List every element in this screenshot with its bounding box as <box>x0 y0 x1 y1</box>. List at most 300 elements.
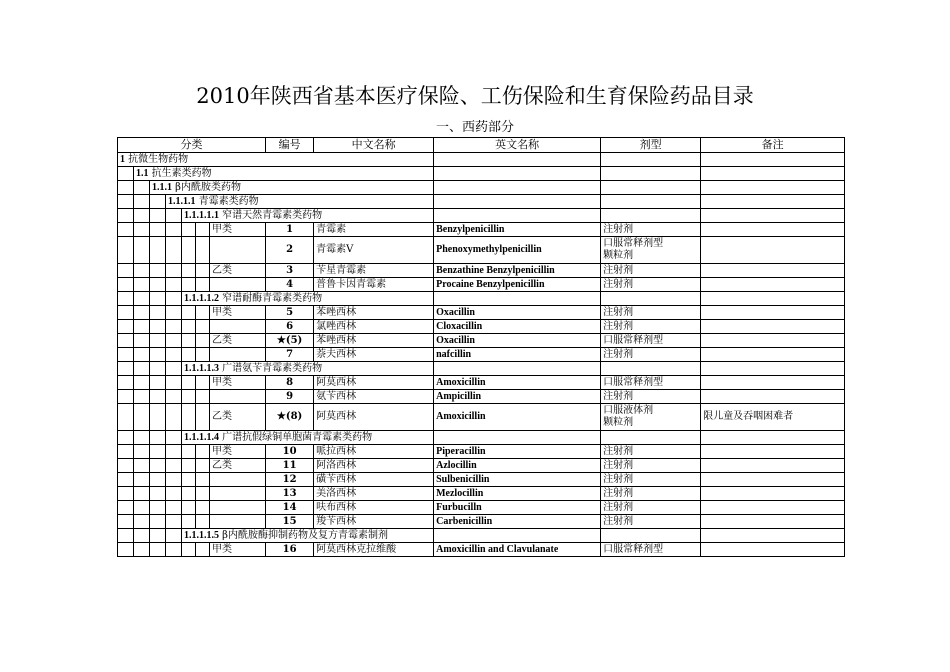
drug-cn-name: 阿莫西林 <box>314 404 434 431</box>
drug-note <box>701 445 845 459</box>
drug-cn-name: 阿莫西林克拉维酸 <box>314 543 434 557</box>
drug-note <box>701 223 845 237</box>
indent-cell <box>166 348 182 362</box>
empty-cell <box>434 167 601 181</box>
indent-cell <box>118 431 134 445</box>
indent-cell <box>182 543 196 557</box>
drug-note <box>701 501 845 515</box>
table-header-row <box>118 138 845 153</box>
drug-class <box>210 473 266 487</box>
drug-class <box>210 487 266 501</box>
category-heading <box>182 431 434 445</box>
indent-cell <box>150 543 166 557</box>
drug-form: 注射剂 <box>601 515 701 529</box>
empty-cell <box>434 529 601 543</box>
indent-cell <box>166 223 182 237</box>
indent-cell <box>196 348 210 362</box>
indent-cell <box>150 487 166 501</box>
drug-number: ★(5) <box>266 334 314 348</box>
drug-class <box>210 348 266 362</box>
drug-en-name: Azlocillin <box>434 459 601 473</box>
drug-form: 注射剂 <box>601 320 701 334</box>
indent-cell <box>150 237 166 264</box>
drug-row <box>118 223 845 237</box>
drug-class: 乙类 <box>210 459 266 473</box>
drug-note <box>701 459 845 473</box>
indent-cell <box>118 292 134 306</box>
indent-cell <box>150 376 166 390</box>
drug-class: 甲类 <box>210 306 266 320</box>
empty-cell <box>434 362 601 376</box>
drug-note <box>701 306 845 320</box>
drug-form: 口服常释剂型 <box>601 376 701 390</box>
indent-cell <box>150 390 166 404</box>
drug-number: 4 <box>266 278 314 292</box>
indent-cell <box>134 404 150 431</box>
indent-cell <box>150 278 166 292</box>
heading-code: 1 <box>120 153 125 165</box>
indent-cell <box>150 515 166 529</box>
drug-form: 注射剂 <box>601 264 701 278</box>
drug-number: 8 <box>266 376 314 390</box>
indent-cell <box>166 390 182 404</box>
empty-cell <box>701 153 845 167</box>
indent-cell <box>196 501 210 515</box>
indent-cell <box>150 195 166 209</box>
drug-cn-name: 氨苄西林 <box>314 390 434 404</box>
empty-cell <box>701 181 845 195</box>
category-heading <box>182 209 434 223</box>
indent-cell <box>118 501 134 515</box>
indent-cell <box>166 404 182 431</box>
indent-cell <box>118 264 134 278</box>
indent-cell <box>150 459 166 473</box>
indent-cell <box>182 473 196 487</box>
indent-cell <box>150 306 166 320</box>
indent-cell <box>182 278 196 292</box>
indent-cell <box>118 278 134 292</box>
indent-cell <box>182 334 196 348</box>
drug-cn-name: 青霉素 <box>314 223 434 237</box>
heading-code: 1.1.1.1.4 <box>184 431 219 443</box>
category-heading-row <box>118 153 845 167</box>
empty-cell <box>701 292 845 306</box>
drug-note <box>701 515 845 529</box>
indent-cell <box>134 181 150 195</box>
indent-cell <box>118 334 134 348</box>
indent-cell <box>196 404 210 431</box>
drug-cn-name: 羧苄西林 <box>314 515 434 529</box>
indent-cell <box>196 487 210 501</box>
empty-cell <box>701 362 845 376</box>
drug-form: 注射剂 <box>601 348 701 362</box>
drug-class <box>210 501 266 515</box>
heading-text: 抗微生物药物 <box>125 153 189 165</box>
drug-row <box>118 278 845 292</box>
indent-cell <box>182 501 196 515</box>
indent-cell <box>196 320 210 334</box>
category-heading <box>182 529 434 543</box>
drug-class: 甲类 <box>210 543 266 557</box>
header-cn-name: 中文名称 <box>314 138 434 153</box>
header-number: 编号 <box>266 138 314 153</box>
drug-form: 口服常释剂型 <box>601 543 701 557</box>
indent-cell <box>134 362 150 376</box>
indent-cell <box>166 445 182 459</box>
indent-cell <box>196 264 210 278</box>
drug-en-name: Amoxicillin <box>434 404 601 431</box>
drug-row <box>118 306 845 320</box>
drug-form: 注射剂 <box>601 278 701 292</box>
indent-cell <box>134 543 150 557</box>
document-title: 2010年陕西省基本医疗保险、工伤保险和生育保险药品目录 <box>196 84 754 108</box>
drug-class <box>210 320 266 334</box>
indent-cell <box>196 390 210 404</box>
drug-number: 12 <box>266 473 314 487</box>
indent-cell <box>134 264 150 278</box>
drug-number: 5 <box>266 306 314 320</box>
empty-cell <box>601 431 701 445</box>
drug-note <box>701 390 845 404</box>
indent-cell <box>150 209 166 223</box>
indent-cell <box>182 237 196 264</box>
category-heading <box>134 167 434 181</box>
indent-cell <box>166 278 182 292</box>
indent-cell <box>118 473 134 487</box>
indent-cell <box>166 543 182 557</box>
indent-cell <box>196 376 210 390</box>
indent-cell <box>118 543 134 557</box>
drug-row <box>118 320 845 334</box>
drug-note <box>701 376 845 390</box>
heading-text: 窄谱耐酶青霉素类药物 <box>219 292 323 304</box>
category-heading <box>150 181 434 195</box>
indent-cell <box>134 320 150 334</box>
header-category: 分类 <box>118 138 266 153</box>
indent-cell <box>166 237 182 264</box>
drug-number: ★(8) <box>266 404 314 431</box>
indent-cell <box>134 348 150 362</box>
indent-cell <box>118 487 134 501</box>
indent-cell <box>166 501 182 515</box>
drug-row <box>118 445 845 459</box>
drug-cn-name: 苄星青霉素 <box>314 264 434 278</box>
indent-cell <box>118 529 134 543</box>
empty-cell <box>701 431 845 445</box>
indent-cell <box>166 292 182 306</box>
indent-cell <box>134 278 150 292</box>
indent-cell <box>118 376 134 390</box>
indent-cell <box>134 292 150 306</box>
indent-cell <box>182 404 196 431</box>
drug-form: 口服常释剂型 <box>601 334 701 348</box>
drug-form: 注射剂 <box>601 487 701 501</box>
drug-row <box>118 348 845 362</box>
header-note: 备注 <box>701 138 845 153</box>
drug-row <box>118 459 845 473</box>
drug-form: 注射剂 <box>601 459 701 473</box>
indent-cell <box>166 529 182 543</box>
indent-cell <box>150 264 166 278</box>
drug-en-name: Mezlocillin <box>434 487 601 501</box>
empty-cell <box>601 167 701 181</box>
drug-cn-name: 苯唑西林 <box>314 306 434 320</box>
empty-cell <box>601 153 701 167</box>
indent-cell <box>134 459 150 473</box>
indent-cell <box>150 362 166 376</box>
heading-code: 1.1.1.1.3 <box>184 362 219 374</box>
drug-en-name: Sulbenicillin <box>434 473 601 487</box>
drug-cn-name: 美洛西林 <box>314 487 434 501</box>
heading-code: 1.1.1.1 <box>168 195 196 207</box>
heading-code: 1.1.1 <box>152 181 172 193</box>
drug-en-name: Amoxicillin <box>434 376 601 390</box>
indent-cell <box>134 195 150 209</box>
category-heading <box>182 362 434 376</box>
indent-cell <box>150 320 166 334</box>
table-body <box>118 153 845 557</box>
empty-cell <box>601 209 701 223</box>
drug-note <box>701 264 845 278</box>
drug-en-name: Amoxicillin and Clavulanate <box>434 543 601 557</box>
drug-row <box>118 376 845 390</box>
indent-cell <box>150 223 166 237</box>
drug-note <box>701 334 845 348</box>
drug-class <box>210 515 266 529</box>
category-heading <box>166 195 434 209</box>
indent-cell <box>166 264 182 278</box>
indent-cell <box>134 390 150 404</box>
drug-cn-name: 萘夫西林 <box>314 348 434 362</box>
drug-note <box>701 473 845 487</box>
indent-cell <box>196 306 210 320</box>
drug-note <box>701 320 845 334</box>
empty-cell <box>601 181 701 195</box>
category-heading-row <box>118 292 845 306</box>
indent-cell <box>150 445 166 459</box>
category-heading-row <box>118 209 845 223</box>
indent-cell <box>196 334 210 348</box>
drug-catalog-table <box>117 137 845 557</box>
drug-form: 注射剂 <box>601 501 701 515</box>
indent-cell <box>196 515 210 529</box>
drug-number: 13 <box>266 487 314 501</box>
indent-cell <box>182 515 196 529</box>
indent-cell <box>118 362 134 376</box>
drug-class: 乙类 <box>210 404 266 431</box>
indent-cell <box>150 292 166 306</box>
indent-cell <box>118 167 134 181</box>
indent-cell <box>118 404 134 431</box>
drug-class <box>210 278 266 292</box>
header-form: 剂型 <box>601 138 701 153</box>
drug-cn-name: 阿洛西林 <box>314 459 434 473</box>
indent-cell <box>196 543 210 557</box>
indent-cell <box>134 306 150 320</box>
drug-cn-name: 普鲁卡因青霉素 <box>314 278 434 292</box>
indent-cell <box>196 278 210 292</box>
drug-cn-name: 呋布西林 <box>314 501 434 515</box>
drug-cn-name: 苯唑西林 <box>314 334 434 348</box>
drug-number: 1 <box>266 223 314 237</box>
drug-note <box>701 543 845 557</box>
indent-cell <box>134 223 150 237</box>
drug-note <box>701 237 845 264</box>
heading-code: 1.1.1.1.1 <box>184 209 219 221</box>
drug-form: 注射剂 <box>601 473 701 487</box>
indent-cell <box>166 487 182 501</box>
indent-cell <box>166 376 182 390</box>
indent-cell <box>166 459 182 473</box>
indent-cell <box>150 473 166 487</box>
drug-number: 7 <box>266 348 314 362</box>
empty-cell <box>701 209 845 223</box>
drug-form: 口服液体剂 颗粒剂 <box>601 404 701 431</box>
heading-code: 1.1.1.1.2 <box>184 292 219 304</box>
drug-class: 甲类 <box>210 223 266 237</box>
heading-text: β内酰胺类药物 <box>172 181 241 193</box>
heading-code: 1.1.1.1.5 <box>184 529 219 541</box>
drug-note <box>701 348 845 362</box>
drug-en-name: Procaine Benzylpenicillin <box>434 278 601 292</box>
drug-note: 限儿童及吞咽困难者 <box>701 404 845 431</box>
drug-class: 乙类 <box>210 334 266 348</box>
indent-cell <box>134 515 150 529</box>
drug-form: 注射剂 <box>601 390 701 404</box>
header-en-name: 英文名称 <box>434 138 601 153</box>
indent-cell <box>150 348 166 362</box>
indent-cell <box>182 459 196 473</box>
empty-cell <box>601 529 701 543</box>
heading-text: β内酰胺酶抑制药物及复方青霉素制剂 <box>219 529 388 541</box>
category-heading-row <box>118 167 845 181</box>
indent-cell <box>118 306 134 320</box>
empty-cell <box>601 195 701 209</box>
drug-row <box>118 487 845 501</box>
indent-cell <box>182 264 196 278</box>
drug-cn-name: 青霉素V <box>314 237 434 264</box>
drug-note <box>701 278 845 292</box>
drug-class: 乙类 <box>210 264 266 278</box>
indent-cell <box>134 237 150 264</box>
indent-cell <box>166 515 182 529</box>
indent-cell <box>182 320 196 334</box>
indent-cell <box>166 320 182 334</box>
category-heading-row <box>118 181 845 195</box>
indent-cell <box>196 237 210 264</box>
empty-cell <box>434 209 601 223</box>
heading-text: 抗生素类药物 <box>148 167 212 179</box>
heading-text: 窄谱天然青霉素类药物 <box>219 209 323 221</box>
indent-cell <box>118 348 134 362</box>
empty-cell <box>434 292 601 306</box>
drug-en-name: nafcillin <box>434 348 601 362</box>
indent-cell <box>118 209 134 223</box>
drug-row <box>118 264 845 278</box>
drug-en-name: Cloxacillin <box>434 320 601 334</box>
indent-cell <box>182 306 196 320</box>
category-heading-row <box>118 529 845 543</box>
indent-cell <box>118 515 134 529</box>
indent-cell <box>182 376 196 390</box>
indent-cell <box>150 529 166 543</box>
drug-number: 14 <box>266 501 314 515</box>
drug-cn-name: 哌拉西林 <box>314 445 434 459</box>
indent-cell <box>134 334 150 348</box>
drug-number: 11 <box>266 459 314 473</box>
drug-class <box>210 390 266 404</box>
drug-cn-name: 氯唑西林 <box>314 320 434 334</box>
indent-cell <box>166 473 182 487</box>
drug-en-name: Ampicillin <box>434 390 601 404</box>
indent-cell <box>166 334 182 348</box>
drug-class <box>210 237 266 264</box>
empty-cell <box>701 167 845 181</box>
heading-text: 广谱抗假绿铜单胞菌青霉素类药物 <box>219 431 373 443</box>
drug-row <box>118 334 845 348</box>
drug-row <box>118 390 845 404</box>
indent-cell <box>182 487 196 501</box>
indent-cell <box>166 362 182 376</box>
drug-number: 10 <box>266 445 314 459</box>
indent-cell <box>134 529 150 543</box>
empty-cell <box>434 195 601 209</box>
category-heading <box>182 292 434 306</box>
empty-cell <box>701 195 845 209</box>
empty-cell <box>434 181 601 195</box>
indent-cell <box>118 181 134 195</box>
indent-cell <box>150 501 166 515</box>
indent-cell <box>182 223 196 237</box>
indent-cell <box>150 431 166 445</box>
indent-cell <box>118 320 134 334</box>
indent-cell <box>118 459 134 473</box>
empty-cell <box>601 292 701 306</box>
drug-number: 6 <box>266 320 314 334</box>
category-heading-row <box>118 195 845 209</box>
drug-row <box>118 543 845 557</box>
indent-cell <box>118 223 134 237</box>
drug-form: 口服常释剂型 颗粒剂 <box>601 237 701 264</box>
indent-cell <box>196 473 210 487</box>
drug-row <box>118 237 845 264</box>
drug-number: 2 <box>266 237 314 264</box>
category-heading-row <box>118 431 845 445</box>
indent-cell <box>196 459 210 473</box>
indent-cell <box>166 431 182 445</box>
drug-cn-name: 磺苄西林 <box>314 473 434 487</box>
category-heading-row <box>118 362 845 376</box>
drug-en-name: Oxacillin <box>434 306 601 320</box>
drug-en-name: Benzylpenicillin <box>434 223 601 237</box>
empty-cell <box>434 431 601 445</box>
indent-cell <box>166 209 182 223</box>
drug-row <box>118 404 845 431</box>
heading-text: 青霉素类药物 <box>195 195 259 207</box>
indent-cell <box>166 306 182 320</box>
drug-en-name: Furbucilln <box>434 501 601 515</box>
heading-code: 1.1 <box>136 167 149 179</box>
indent-cell <box>118 195 134 209</box>
drug-en-name: Oxacillin <box>434 334 601 348</box>
indent-cell <box>150 404 166 431</box>
heading-text: 广谱氨苄青霉素类药物 <box>219 362 323 374</box>
drug-form: 注射剂 <box>601 223 701 237</box>
indent-cell <box>134 473 150 487</box>
drug-number: 9 <box>266 390 314 404</box>
category-heading <box>118 153 434 167</box>
indent-cell <box>118 445 134 459</box>
